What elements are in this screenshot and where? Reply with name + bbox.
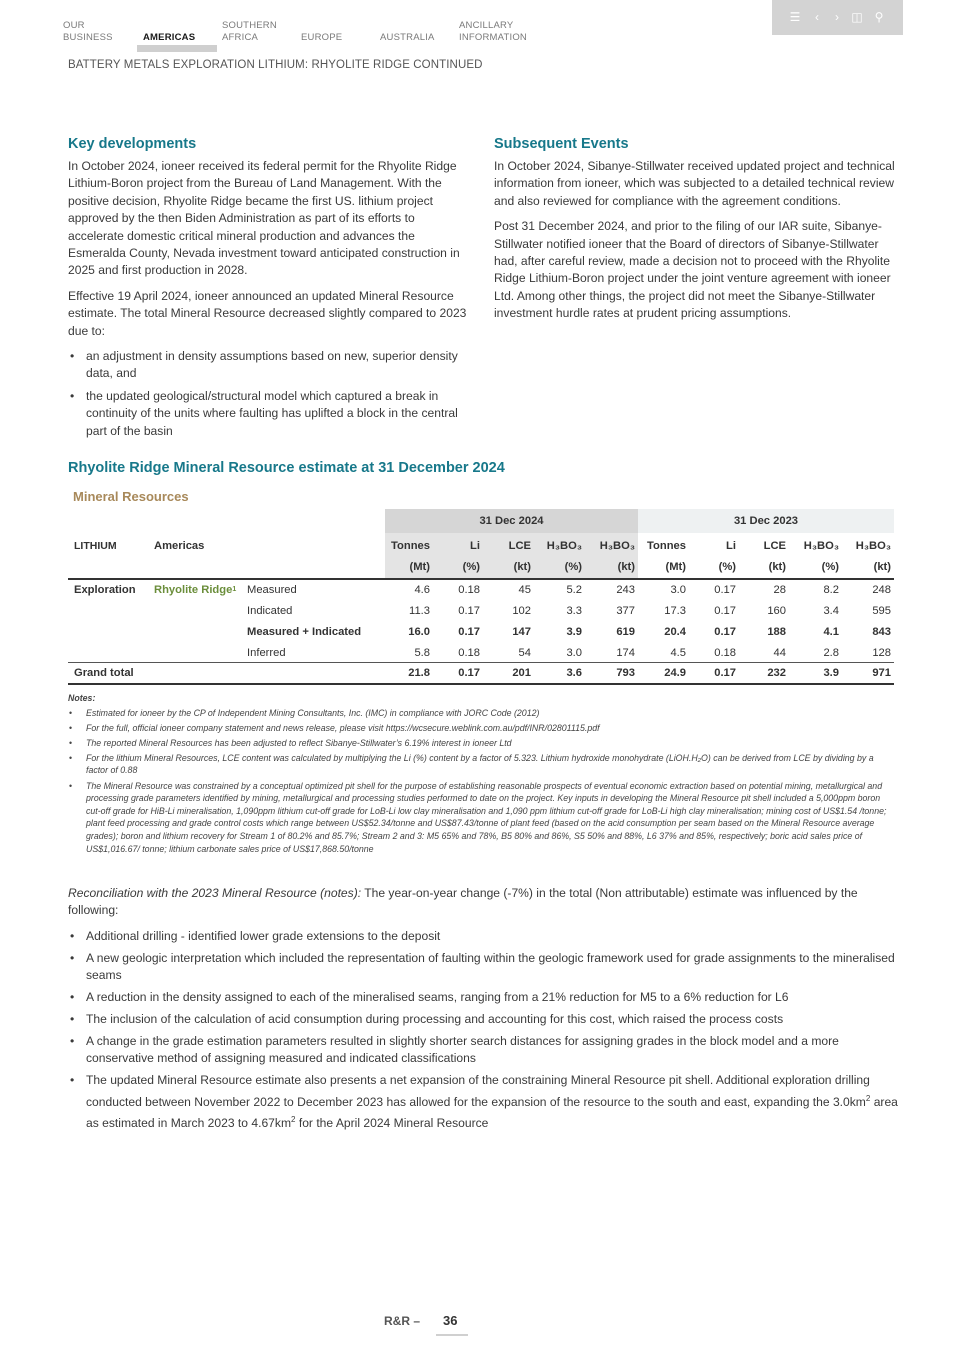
- note-item: • The reported Mineral Resources has been adjusted to reflect Sibanye-Stillwater’s 6.19% interest in ioneer Ltd: [68, 737, 896, 750]
- table-cell: 3.3: [566, 604, 582, 617]
- table-cell: 4.6: [414, 583, 430, 596]
- table-cell: 793: [616, 667, 635, 679]
- table-cell: 201: [512, 667, 531, 679]
- paragraph: In October 2024, Sibanye-Stillwater received updated project and technical information from ioneer, which was subjected to a detailed technical review and also reviewed for compliance with the agreement conditions.: [494, 159, 895, 208]
- period-header-row: [68, 509, 894, 533]
- list-item: • The updated Mineral Resource estimate also presents a net expansion of the constraining Mineral Resource pit shell. Additional exploration drilling conducted between November 2022 to December 2023 has allowed for the expansion of the resource to the south and east, expanding the $3.0km^2$ area as estimated in March 2023 to $4.67km^2$ for the April 2024 Mineral Resource: [68, 1072, 898, 1132]
- table-cell: 11.3: [409, 604, 430, 617]
- table-cell: 619: [616, 625, 635, 638]
- notes-list: [68, 707, 896, 856]
- table-cell: 8.2: [823, 583, 839, 596]
- bullet-list: [68, 348, 473, 440]
- paragraph: In October 2024, ioneer received its federal permit for the Rhyolite Ridge Lithium-Boron project from the Bureau of Land Management. With the positive decision, Rhyolite Ridge became the first US. lithium project approved by the then Biden Administration as part of its efforts to accelerate domestic critical mineral production and advances the Esmeralda County, Nevada investment toward anticipated construction in 2025 and first production in 2028.: [68, 159, 460, 278]
- column-unit: (Mt): [409, 561, 430, 573]
- col-lithium: LITHIUM: [74, 540, 117, 552]
- table-cell: 5.8: [414, 646, 430, 659]
- column-unit: (%): [718, 561, 736, 573]
- table-cell: 3.0: [566, 646, 582, 659]
- table-cell: 102: [512, 604, 531, 617]
- column-header: Tonnes: [647, 540, 686, 552]
- table-cell: 0.18: [714, 646, 736, 659]
- table-cell: 0.17: [714, 583, 736, 596]
- paragraph: Effective 19 April 2024, ioneer announced an updated Mineral Resource estimate. The total Mineral Resource decreased slightly compared to 2023 due to:: [68, 288, 467, 338]
- page-number: 36: [443, 1313, 458, 1328]
- column-unit: (%): [821, 561, 839, 573]
- table-cell: 28: [773, 583, 786, 596]
- list-item: • A new geologic interpretation which included the representation of faulting within the geologic framework used for grade assignments to the mineralised seams: [68, 950, 898, 985]
- table-cell: 0.17: [714, 667, 736, 679]
- column-header: H₃BO₃: [546, 540, 582, 552]
- table-row: [68, 600, 894, 621]
- column-header: LCE: [763, 540, 786, 552]
- nav-ancillary-information[interactable]: ANCILLARY INFORMATION: [459, 20, 527, 43]
- nav-southern-africa[interactable]: SOUTHERN AFRICA: [222, 20, 277, 43]
- project-label: Rhyolite Ridge 1: [154, 583, 237, 596]
- subsequent-events-title: Subsequent Events: [494, 136, 629, 152]
- grand-total-row: [68, 663, 894, 683]
- menu-icon[interactable]: ☰: [789, 10, 801, 24]
- list-item: • Additional drilling - identified lower grade extensions to the deposit: [68, 928, 898, 945]
- list-item: • A reduction in the density assigned to each of the mineralised seams, ranging from a 21% reduction for M5 to a 6% reduction for L6: [68, 989, 898, 1006]
- category-label: Exploration: [74, 583, 136, 596]
- reconciliation-list: [68, 928, 898, 1133]
- subsequent-events-section: [494, 135, 899, 331]
- units-row: [68, 557, 894, 577]
- table-cell: 24.9: [664, 667, 686, 679]
- table-cell: 232: [767, 667, 786, 679]
- column-header: Tonnes: [391, 540, 430, 552]
- active-nav-indicator: [137, 45, 217, 52]
- table-row: [68, 579, 894, 600]
- notes-title: Notes:: [68, 693, 96, 703]
- table-cell: 0.17: [458, 604, 480, 617]
- nav-europe[interactable]: EUROPE: [301, 32, 343, 43]
- column-header: Li: [726, 540, 736, 552]
- column-header: H₃BO₃: [803, 540, 839, 552]
- note-item: • The Mineral Resource was constrained by a conceptual optimized pit shell for the purpose of establishing reasonable prospects of eventual economic extraction based on potential mining, metallurgical and processing grade parameters identified by mining, metallurgical and processing studies performed to date on the project. Key inputs in developing the Mineral Resource pit shell included a 5,000ppm boron cut-off grade for HiB-Li mineralisation, 1,090ppm lithium cut-off grade for LoB-Li low clay mineralisation and 1,090 ppm lithium cut-off grade for LoB-Li high clay mineralisation; mining cost of US$1.54 /tonne; plant feed processing and grade control costs which range between US$52.34/tonne and US$87.43/tonne of plant feed (based on the acid consumption per seam based on the Mineral Resource average grades); boron and lithium recovery for Stream 1 of 80.2% and 85.7%; Stream 2 and 3: M5 65% and 78%, B5 80% and 86%, S5 50% and 88%, L6 37% and 85%, respectively; boric acid sales price of US$1,016.67/ tonne; lithium carbonate sales price of US$17,868.50/tonne: [68, 780, 896, 856]
- list-item: • A change in the grade estimation parameters resulted in slightly shorter search distances for assigning grades in the block model and a more conservative method of assigning measured and indicated classifications: [68, 1033, 898, 1068]
- chevron-left-icon[interactable]: ‹: [815, 10, 819, 24]
- table-cell: 147: [512, 625, 531, 638]
- table-cell: 174: [616, 646, 635, 659]
- exit-icon[interactable]: ◫: [851, 10, 863, 24]
- table-cell: 21.8: [408, 667, 430, 679]
- column-header: LCE: [508, 540, 531, 552]
- nav-americas[interactable]: AMERICAS: [143, 32, 196, 43]
- row-label: Indicated: [247, 604, 293, 617]
- period-2024: 31 Dec 2024: [479, 515, 544, 527]
- column-unit: (kt): [617, 561, 635, 573]
- column-header: H₃BO₃: [599, 540, 635, 552]
- page-underline: [436, 1334, 468, 1336]
- table-cell: 4.1: [823, 625, 839, 638]
- column-unit: (%): [564, 561, 582, 573]
- divider: [68, 683, 894, 685]
- nav-our-business[interactable]: OUR BUSINESS: [63, 20, 113, 43]
- key-developments-title: Key developments: [68, 136, 197, 152]
- table-cell: 54: [518, 646, 531, 659]
- table-cell: 3.0: [670, 583, 686, 596]
- col-region: Americas: [154, 540, 205, 552]
- table-cell: 188: [767, 625, 786, 638]
- table-cell: 44: [773, 646, 786, 659]
- column-unit: (kt): [768, 561, 786, 573]
- breadcrumb: BATTERY METALS EXPLORATION LITHIUM: RHYOLITE RIDGE CONTINUED: [68, 59, 483, 71]
- footer-label: R&R –: [384, 1314, 421, 1328]
- reconciliation-intro: Reconciliation with the 2023 Mineral Resource (notes): The year-on-year change (-7%) in the total (Non attributable) estimate was influenced by the following:: [68, 886, 858, 918]
- toolbar: [772, 0, 903, 35]
- column-unit: (%): [462, 561, 480, 573]
- reconciliation-section: [68, 885, 898, 1137]
- table-cell: 0.18: [458, 583, 480, 596]
- table-cell: 377: [616, 604, 635, 617]
- column-header: H₃BO₃: [855, 540, 891, 552]
- table-cell: 4.5: [670, 646, 686, 659]
- column-unit: (Mt): [665, 561, 686, 573]
- table-cell: 243: [616, 583, 635, 596]
- search-icon[interactable]: ⚲: [874, 10, 884, 24]
- table-cell: 3.9: [823, 667, 839, 679]
- table-cell: 0.17: [714, 604, 736, 617]
- note-item: • For the full, official ioneer company statement and news release, please visit https://wcsecure.weblink.com.au/pdf/INR/02801115.pdf: [68, 722, 896, 735]
- table-cell: 0.17: [714, 625, 736, 638]
- table-title: Rhyolite Ridge Mineral Resource estimate at 31 December 2024: [68, 460, 505, 476]
- table-row: [68, 642, 894, 663]
- column-header-row: [68, 536, 894, 556]
- table-cell: 248: [872, 583, 891, 596]
- table-cell: 17.3: [664, 604, 686, 617]
- table-cell: 160: [767, 604, 786, 617]
- notes: [68, 692, 896, 858]
- table-cell: 45: [518, 583, 531, 596]
- key-developments-section: [68, 135, 473, 445]
- table-cell: 5.2: [566, 583, 582, 596]
- chevron-right-icon[interactable]: ›: [835, 10, 839, 24]
- column-header: Li: [470, 540, 480, 552]
- nav-australia[interactable]: AUSTRALIA: [380, 32, 435, 43]
- grand-total-label: Grand total: [74, 667, 134, 679]
- table-cell: 0.17: [458, 667, 480, 679]
- row-label: Measured + Indicated: [247, 625, 362, 638]
- row-label: Inferred: [247, 646, 286, 659]
- row-label: Measured: [247, 583, 297, 596]
- table-cell: 843: [872, 625, 891, 638]
- table-cell: 971: [872, 667, 891, 679]
- table-cell: 16.0: [408, 625, 430, 638]
- table-cell: 128: [872, 646, 891, 659]
- table-cell: 2.8: [823, 646, 839, 659]
- period-2023: 31 Dec 2023: [733, 515, 799, 527]
- table-cell: 3.9: [566, 625, 582, 638]
- table-subtitle: Mineral Resources: [73, 489, 189, 504]
- column-unit: (kt): [513, 561, 531, 573]
- table-cell: 0.17: [458, 625, 480, 638]
- note-item: • Estimated for ioneer by the CP of Independent Mining Consultants, Inc. (IMC) in compliance with JORC Code (2012): [68, 707, 896, 720]
- table-row: [68, 621, 894, 642]
- list-item: • an adjustment in density assumptions based on new, superior density data, and: [68, 348, 473, 383]
- column-unit: (kt): [873, 561, 891, 573]
- note-item: • For the lithium Mineral Resources, LCE content was calculated by multiplying the Li (%) content by a factor of 5.323. Lithium hydroxide monohydrate (LiOH.H₂O) can be derived from LCE by dividing by a factor of 0.88: [68, 752, 896, 777]
- list-item: • the updated geological/structural model which captured a break in continuity of the units where faulting has uplifted a block in the central part of the basin: [68, 388, 473, 440]
- table-cell: 595: [872, 604, 891, 617]
- table-cell: 20.4: [664, 625, 686, 638]
- list-item: • The inclusion of the calculation of acid consumption during processing and accounting for this cost, which raised the process costs: [68, 1011, 898, 1028]
- table-cell: 3.6: [566, 667, 582, 679]
- table-cell: 0.18: [458, 646, 480, 659]
- table-cell: 3.4: [823, 604, 839, 617]
- paragraph: Post 31 December 2024, and prior to the filing of our IAR suite, Sibanye-Stillwater notified ioneer that the Board of directors of Sibanye-Stillwater had, after careful review, made a decision not to proceed with the Rhyolite Ridge Lithium-Boron project under the joint venture agreement with ioneer Ltd. Among other things, the project did not meet the Sibanye-Stillwater investment hurdle rates at prudent pricing assumptions.: [494, 219, 891, 321]
